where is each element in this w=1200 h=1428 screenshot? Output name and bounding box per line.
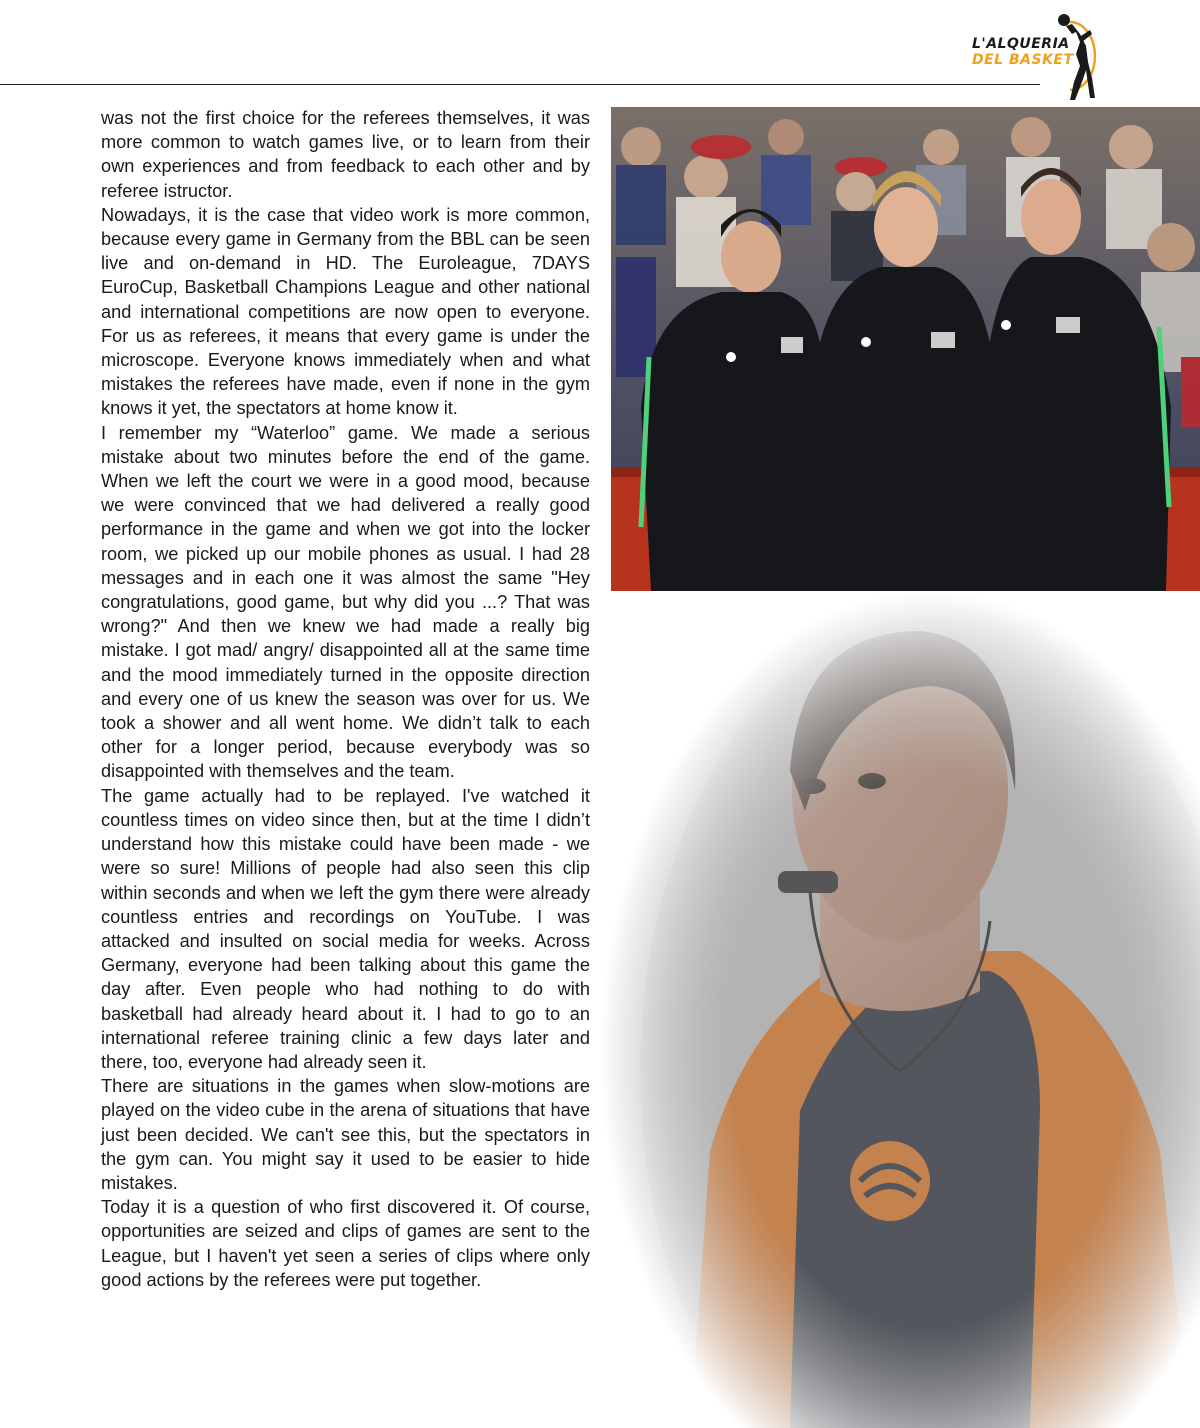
publication-logo bbox=[962, 12, 1112, 104]
article-paragraph: Nowadays, it is the case that video work is more common, because every game in Germany from the BBL can be seen live and on-demand in HD. The Euroleague, 7DAYS EuroCup, Basketball Champions League and other national and international competitions are now open to everyone. For us as referees, it means that every game is under the microscope. Everyone knows immediately when and what mistakes the referees have made, even if none in the gym knows it yet, the spectators at home know it. bbox=[101, 204, 590, 419]
referee-portrait-photo bbox=[600, 591, 1200, 1428]
header-divider bbox=[0, 84, 1040, 85]
article-paragraph: I remember my “Waterloo” game. We made a serious mistake about two minutes before the end of the game. When we left the court we were in a good mood, because we were convinced that we had delivered a really good performance in the game and when we got into the locker room, we picked up our mobile phones as usual. I had 28 messages and in each one it was almost the same "Hey congratulations, good game, but why did you ...? That was wrong?" And then we knew we had made a really big mistake. I got mad/ angry/ disappointed all at the same time and the mood immediately turned in the opposite direction and every one of us knew the season was over for us. We took a shower and all went home. We didn’t talk to each other for a longer period, because everybody was so disappointed with themselves and the team. bbox=[101, 422, 590, 782]
article-paragraph: was not the first choice for the referees themselves, it was more common to watch games live, or to learn from their own experiences and from feedback to each other and by referee istructor. bbox=[101, 108, 590, 201]
logo-text-line2: DEL BASKET bbox=[972, 52, 1074, 68]
referees-group-photo bbox=[611, 107, 1200, 591]
logo-text-line1: L'ALQUERIA bbox=[972, 36, 1070, 52]
article-paragraph: There are situations in the games when slow-motions are played on the video cube in the arena of situations that have just been decided. We can't see this, but the spectators in the gym can. You might say it used to be easier to hide mistakes. bbox=[101, 1076, 590, 1193]
basketball-player-silhouette-icon bbox=[1050, 12, 1106, 104]
article-paragraph: Today it is a question of who first discovered it. Of course, opportunities are seized and clips of games are sent to the League, but I haven't yet seen a series of clips where only good actions by the referees were put together. bbox=[101, 1197, 590, 1290]
article-paragraph: The game actually had to be replayed. I've watched it countless times on video since then, but at the time I didn’t understand how this mistake could have been made - we were so sure! Millions of people had also seen this clip within seconds and when we left the gym there were already countless entries and recordings on YouTube. I was attacked and insulted on social media for weeks. Across Germany, everyone had been talking about this game the day after. Even people who had nothing to do with basketball had already heard about it. I had to go to an international referee training clinic a few days later and there, too, everyone had already seen it. bbox=[101, 785, 590, 1072]
article-body bbox=[101, 106, 590, 1292]
